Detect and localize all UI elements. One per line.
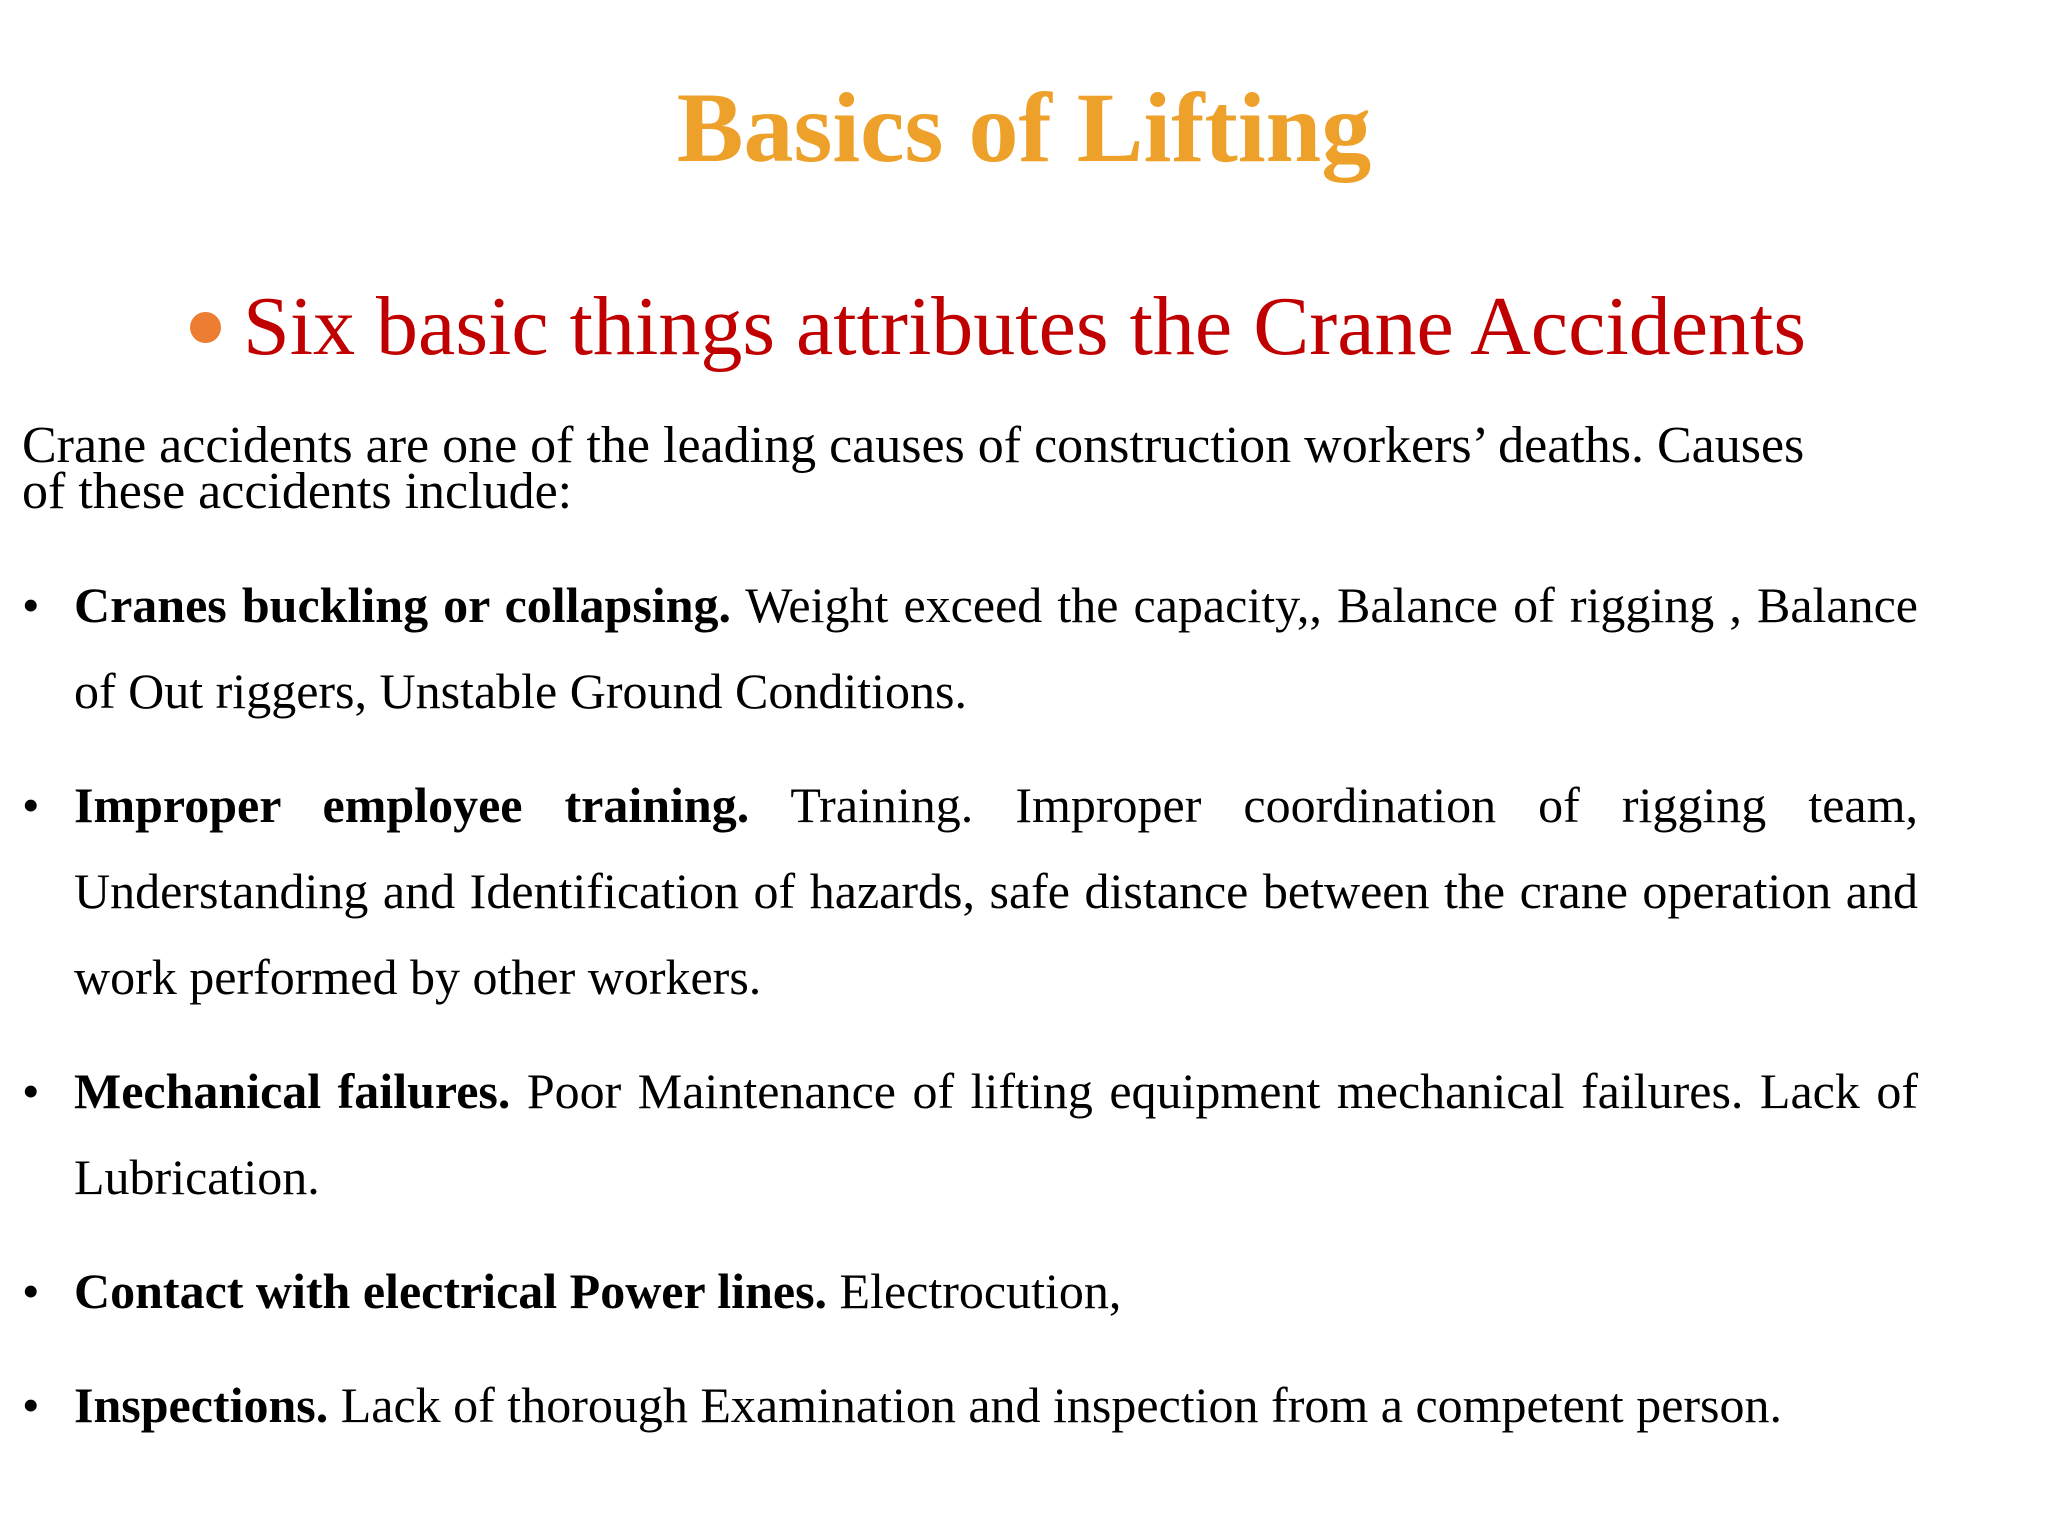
list-item xyxy=(22,1248,1918,1334)
subtitle-bullet-icon xyxy=(190,312,221,343)
subtitle xyxy=(190,272,1806,382)
list-item xyxy=(22,1362,1918,1448)
cause-heading: Contact with electrical Power lines. xyxy=(74,1263,828,1319)
bullet-icon: • xyxy=(22,777,40,833)
bullet-icon: • xyxy=(22,1063,40,1119)
list-item xyxy=(22,1048,1918,1220)
causes-list xyxy=(22,562,1918,1476)
cause-heading: Mechanical failures. xyxy=(74,1063,511,1119)
bullet-icon: • xyxy=(22,1377,40,1433)
cause-heading: Inspections. xyxy=(74,1377,329,1433)
cause-description: Weight exceed the capacity,, Balance of rigging , Balance of Out riggers, Unstable Ground Conditions. xyxy=(74,577,1918,719)
cause-description: Lack of thorough Examination and inspection from a competent person. xyxy=(328,1377,1782,1433)
cause-description: Electrocution, xyxy=(827,1263,1122,1319)
subtitle-text: Six basic things attributes the Crane Accidents xyxy=(243,280,1807,373)
bullet-icon: • xyxy=(22,1263,40,1319)
bullet-icon: • xyxy=(22,577,40,633)
slide-title: Basics of Lifting xyxy=(676,72,1372,183)
cause-description: Training. Improper coordination of rigging team, Understanding and Identification of hazards, safe distance between the crane operation and work performed by other workers. xyxy=(74,777,1918,1005)
intro-paragraph: Crane accidents are one of the leading causes of construction workers’ deaths. Causes of these accidents include: xyxy=(22,417,1805,520)
cause-description: Poor Maintenance of lifting equipment mechanical failures. Lack of Lubrication. xyxy=(74,1063,1918,1205)
cause-heading: Cranes buckling or collapsing. xyxy=(74,577,732,633)
cause-heading: Improper employee training. xyxy=(74,777,750,833)
list-item xyxy=(22,762,1918,1020)
list-item xyxy=(22,562,1918,734)
